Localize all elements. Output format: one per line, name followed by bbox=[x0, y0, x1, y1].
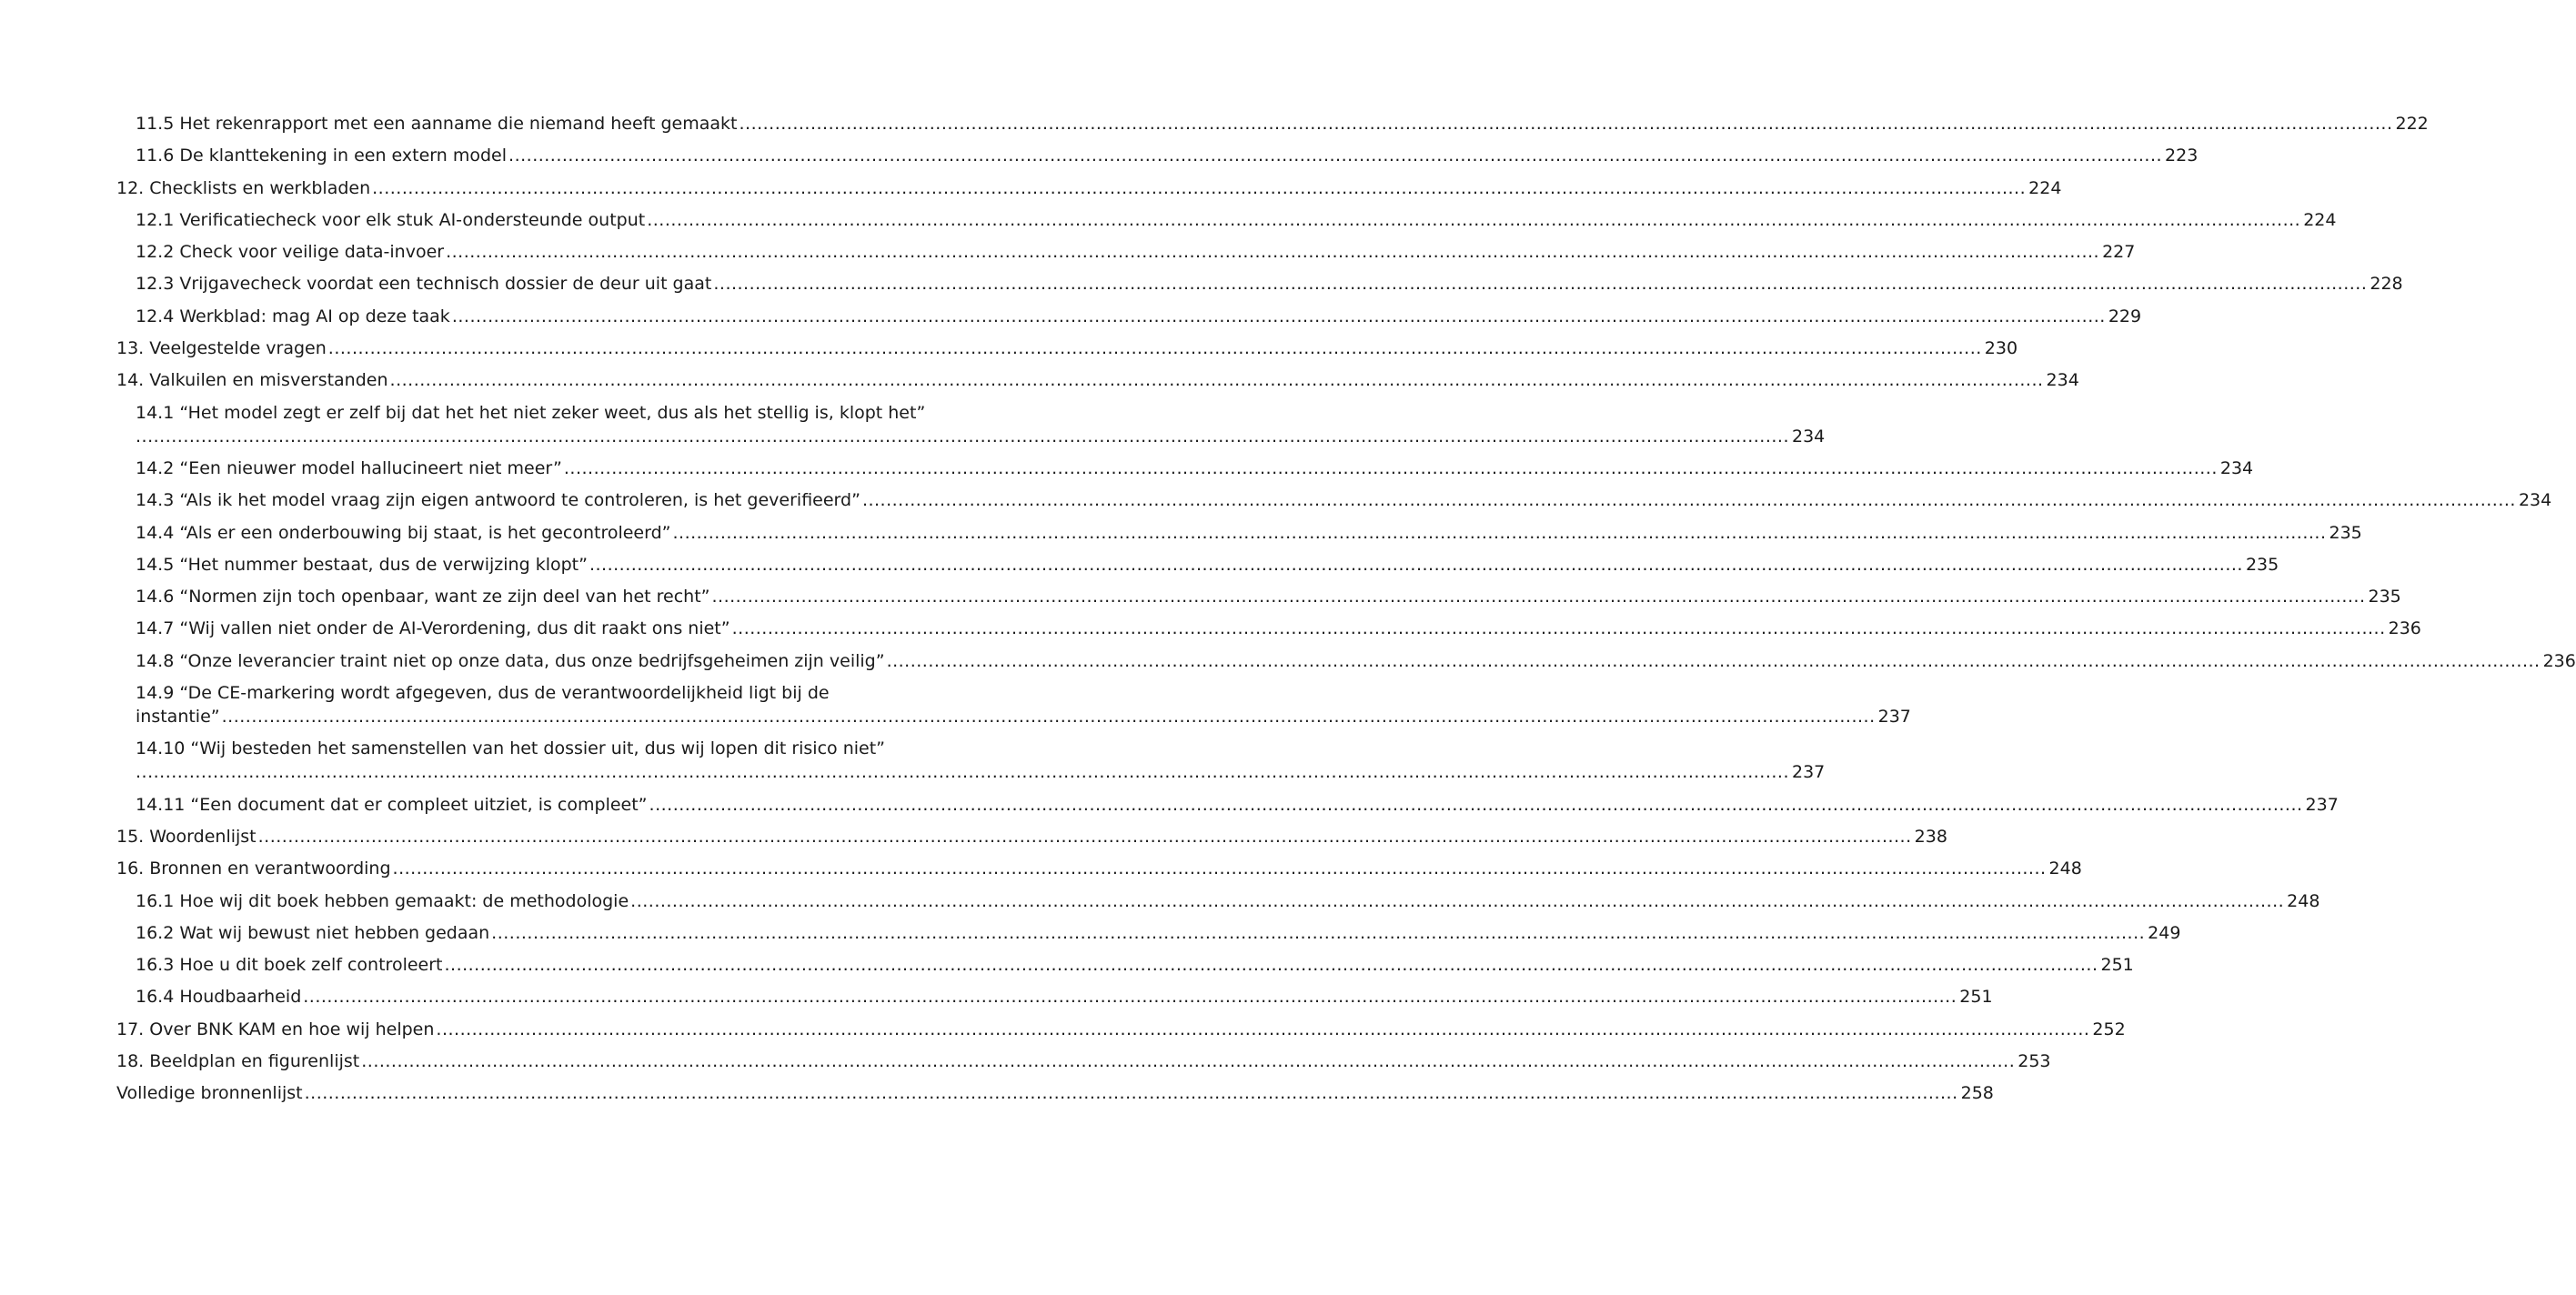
toc-entry-title: 12.2 Check voor veilige data-invoer bbox=[136, 242, 445, 263]
toc-entry[interactable] bbox=[116, 488, 2552, 512]
toc-entry-page: 223 bbox=[2165, 146, 2199, 166]
toc-entry[interactable] bbox=[116, 985, 1993, 1009]
toc-entry[interactable] bbox=[116, 585, 2401, 608]
dot-leader bbox=[136, 760, 1789, 784]
toc-entry[interactable] bbox=[116, 889, 2320, 913]
toc-entry-page: 230 bbox=[1984, 338, 2018, 359]
toc-entry-title: 13. Veelgestelde vragen bbox=[116, 338, 327, 359]
dot-leader bbox=[393, 857, 2047, 880]
dot-leader bbox=[862, 488, 2516, 512]
toc-entry-page: 227 bbox=[2102, 242, 2136, 263]
toc-entry[interactable] bbox=[116, 112, 2429, 136]
toc-entry-title: 14. Valkuilen en misverstanden bbox=[116, 370, 388, 391]
toc-entry-page: 224 bbox=[2303, 209, 2337, 230]
dot-leader bbox=[508, 144, 2162, 167]
toc-entry[interactable] bbox=[116, 793, 2339, 817]
toc-entry-page: 234 bbox=[1792, 426, 1826, 447]
toc-entry[interactable] bbox=[116, 1081, 1994, 1105]
toc-entry-page: 237 bbox=[1792, 762, 1826, 783]
toc-entry-title: 11.5 Het rekenrapport met een aanname die niemand heeft gemaakt bbox=[136, 114, 738, 134]
toc-entry-title: 11.6 De klanttekening in een extern model bbox=[136, 146, 508, 166]
toc-entry-title: 16.4 Houdbaarheid bbox=[136, 987, 302, 1008]
toc-entry-title: 14.3 “Als ik het model vraag zijn eigen antwoord te controleren, is het geverifieerd” bbox=[136, 490, 860, 511]
toc-entry-page: 258 bbox=[1960, 1083, 1994, 1104]
toc-entry-title: 15. Woordenlijst bbox=[116, 826, 257, 847]
dot-leader bbox=[390, 368, 2044, 392]
dot-leader bbox=[713, 272, 2367, 296]
toc-entry-title: 18. Beeldplan en figurenlijst bbox=[116, 1051, 360, 1072]
toc-entry-title: 14.10 “Wij besteden het samenstellen van het dossier uit, dus wij lopen dit risico niet” bbox=[136, 738, 885, 759]
toc-entry-page: 252 bbox=[2092, 1019, 2126, 1039]
toc-entry-title: 12.1 Verificatiecheck voor elk stuk AI-ondersteunde output bbox=[136, 209, 646, 230]
toc-entry-page: 251 bbox=[1959, 987, 1993, 1008]
toc-entry[interactable] bbox=[116, 921, 2181, 945]
toc-entry-title: 14.9 “De CE-markering wordt afgegeven, dus de verantwoordelijkheid ligt bij de bbox=[136, 683, 830, 704]
toc-entry-title: 14.5 “Het nummer bestaat, dus de verwijzing klopt” bbox=[136, 554, 588, 575]
toc-entry-title: 14.11 “Een document dat er compleet uitziet, is compleet” bbox=[136, 794, 648, 815]
dot-leader bbox=[136, 425, 1789, 448]
dot-leader bbox=[673, 521, 2327, 545]
toc-entry-page: 251 bbox=[2100, 955, 2134, 976]
toc-entry-page: 237 bbox=[2305, 794, 2339, 815]
toc-entry-title: 17. Over BNK KAM en hoe wij helpen bbox=[116, 1019, 435, 1039]
toc-entry-title-continued: instantie” bbox=[136, 707, 220, 728]
dot-leader bbox=[305, 1081, 1958, 1105]
toc-entry[interactable] bbox=[116, 681, 1911, 728]
dot-leader bbox=[222, 705, 1876, 728]
toc-entry[interactable] bbox=[116, 336, 2018, 360]
dot-leader bbox=[452, 305, 2106, 328]
toc-entry-title: 14.4 “Als er een onderbouwing bij staat, is het gecontroleerd” bbox=[136, 522, 671, 543]
toc-entry-title: 14.1 “Het model zegt er zelf bij dat het het niet zeker weet, dus als het stellig is, klopt het” bbox=[136, 402, 926, 423]
toc-entry-page: 235 bbox=[2368, 587, 2401, 607]
dot-leader bbox=[444, 953, 2098, 977]
toc-entry-title: 12.4 Werkblad: mag AI op deze taak bbox=[136, 306, 450, 326]
toc-entry-title: 14.6 “Normen zijn toch openbaar, want ze zijn deel van het recht” bbox=[136, 587, 710, 607]
toc-entry-page: 237 bbox=[1877, 707, 1911, 728]
toc-entry[interactable] bbox=[116, 553, 2279, 577]
toc-entry[interactable] bbox=[116, 368, 2079, 392]
dot-leader bbox=[647, 208, 2300, 232]
dot-leader bbox=[887, 649, 2541, 673]
toc-entry[interactable] bbox=[116, 272, 2403, 296]
toc-entry-page: 224 bbox=[2028, 177, 2062, 198]
dot-leader bbox=[303, 985, 1957, 1009]
toc-entry-page: 235 bbox=[2245, 554, 2279, 575]
toc-entry[interactable] bbox=[116, 240, 2136, 264]
toc-entry-page: 236 bbox=[2388, 618, 2421, 639]
table-of-contents bbox=[116, 112, 2576, 1114]
toc-entry[interactable] bbox=[116, 825, 1947, 848]
toc-entry-title: 16.2 Wat wij bewust niet hebben gedaan bbox=[136, 922, 490, 943]
toc-entry[interactable] bbox=[116, 737, 1826, 784]
toc-entry-page: 249 bbox=[2148, 922, 2181, 943]
toc-entry[interactable] bbox=[116, 953, 2134, 977]
toc-entry-page: 228 bbox=[2370, 274, 2403, 295]
toc-entry-title: 12.3 Vrijgavecheck voordat een technisch dossier de deur uit gaat bbox=[136, 274, 712, 295]
toc-entry[interactable] bbox=[116, 176, 2062, 200]
toc-entry-title: Volledige bronnenlijst bbox=[116, 1083, 303, 1104]
dot-leader bbox=[589, 553, 2243, 577]
dot-leader bbox=[372, 176, 2026, 200]
toc-entry-page: 235 bbox=[2329, 522, 2362, 543]
dot-leader bbox=[732, 617, 2386, 640]
toc-entry[interactable] bbox=[116, 649, 2576, 673]
toc-entry[interactable] bbox=[116, 305, 2142, 328]
dot-leader bbox=[739, 112, 2392, 136]
toc-entry-page: 229 bbox=[2108, 306, 2142, 326]
toc-entry-page: 234 bbox=[2046, 370, 2079, 391]
toc-entry[interactable] bbox=[116, 617, 2421, 640]
dot-leader bbox=[630, 889, 2284, 913]
dot-leader bbox=[712, 585, 2366, 608]
dot-leader bbox=[564, 457, 2218, 480]
toc-entry[interactable] bbox=[116, 521, 2362, 545]
toc-entry-title: 14.8 “Onze leverancier traint niet op onze data, dus onze bedrijfsgeheimen zijn veilig” bbox=[136, 650, 885, 671]
toc-entry-page: 248 bbox=[2048, 858, 2082, 879]
dot-leader bbox=[328, 336, 1982, 360]
toc-entry-title: 14.7 “Wij vallen niet onder de AI-Verordening, dus dit raakt ons niet” bbox=[136, 618, 730, 639]
dot-leader bbox=[258, 825, 1912, 848]
toc-entry-title: 16.1 Hoe wij dit boek hebben gemaakt: de methodologie bbox=[136, 890, 629, 911]
toc-entry[interactable] bbox=[116, 1018, 2126, 1041]
toc-entry[interactable] bbox=[116, 401, 1826, 448]
dot-leader bbox=[491, 921, 2145, 945]
toc-entry-title: 16.3 Hoe u dit boek zelf controleert bbox=[136, 955, 443, 976]
toc-entry-page: 236 bbox=[2542, 650, 2576, 671]
toc-entry[interactable] bbox=[116, 208, 2337, 232]
toc-entry-page: 253 bbox=[2018, 1051, 2051, 1072]
toc-entry[interactable] bbox=[116, 144, 2199, 167]
dot-leader bbox=[649, 793, 2303, 817]
toc-entry[interactable] bbox=[116, 457, 2254, 480]
toc-entry-title: 14.2 “Een nieuwer model hallucineert niet meer” bbox=[136, 457, 562, 478]
toc-entry-page: 222 bbox=[2395, 114, 2429, 134]
toc-entry-page: 234 bbox=[2518, 490, 2552, 511]
dot-leader bbox=[436, 1018, 2089, 1041]
toc-entry[interactable] bbox=[116, 857, 2082, 880]
toc-entry[interactable] bbox=[116, 1049, 2051, 1073]
dot-leader bbox=[361, 1049, 2015, 1073]
toc-entry-title: 16. Bronnen en verantwoording bbox=[116, 858, 391, 879]
toc-entry-title: 12. Checklists en werkbladen bbox=[116, 177, 371, 198]
dot-leader bbox=[446, 240, 2099, 264]
toc-entry-page: 238 bbox=[1914, 826, 1947, 847]
toc-entry-page: 234 bbox=[2219, 457, 2254, 478]
toc-entry-page: 248 bbox=[2287, 890, 2320, 911]
